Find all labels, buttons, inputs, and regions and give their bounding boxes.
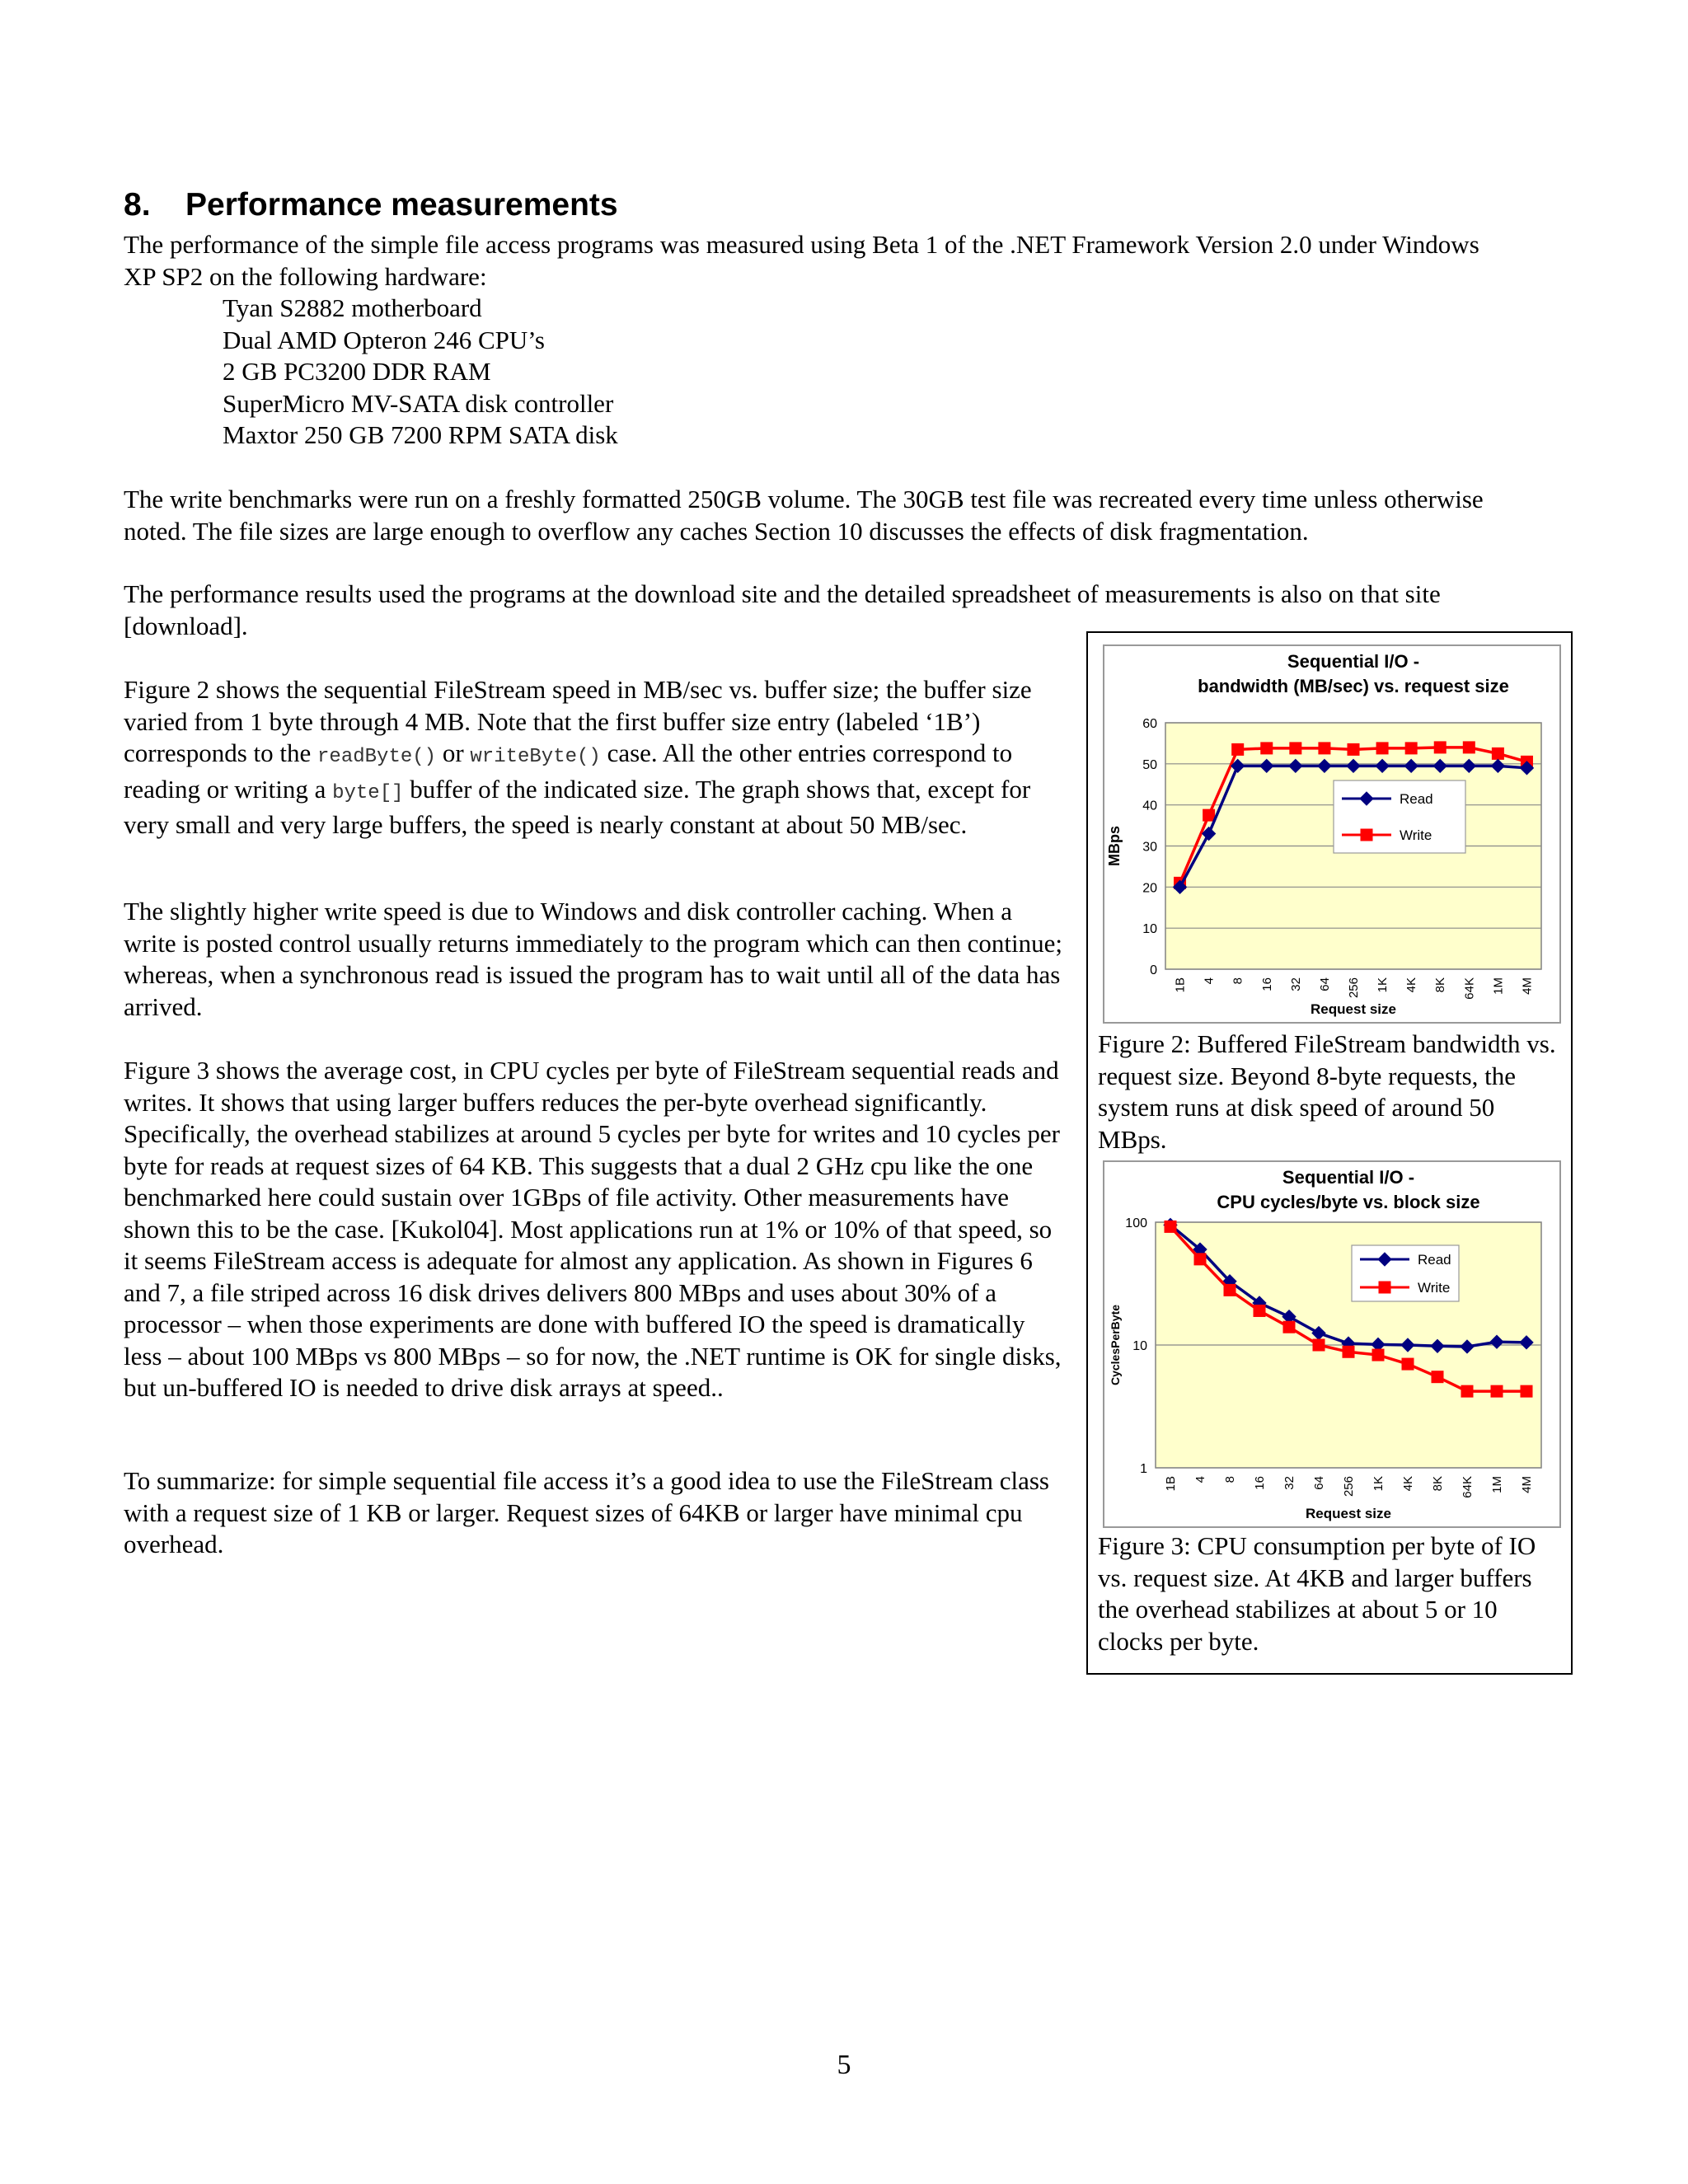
legend-label-read: Read: [1418, 1252, 1451, 1268]
hardware-item: Dual AMD Opteron 246 CPU’s: [223, 325, 545, 354]
legend-label-read: Read: [1400, 791, 1433, 807]
hardware-item: Maxtor 250 GB 7200 RPM SATA disk: [223, 420, 618, 449]
figure2-text-part: Figure 2 shows the sequential FileStream speed in MB/sec vs. buffer size; the buffer size varied from 1 byte through 4 MB. Note that the first buffer size entry (labeled ‘1B’) corresponds to the: [124, 675, 1032, 767]
data-point-write: [1402, 1358, 1414, 1370]
x-tick-label: 8K: [1431, 1476, 1445, 1492]
x-tick-label: 8K: [1433, 977, 1448, 993]
x-tick-label: 16: [1253, 1476, 1267, 1490]
x-tick-label: 64: [1317, 977, 1332, 991]
data-point-write: [1491, 1385, 1503, 1397]
x-tick-label: 1K: [1376, 977, 1390, 993]
x-tick-label: 32: [1288, 977, 1303, 991]
data-point-write: [1290, 743, 1301, 754]
data-point-write: [1463, 742, 1475, 753]
writebyte-code: writeByte(): [470, 746, 601, 768]
data-point-write: [1203, 809, 1215, 821]
figure2-caption: Figure 2: Buffered FileStream bandwidth vs. request size. Beyond 8-byte requests, the system runs at disk speed of around 50 MBps.: [1098, 1029, 1556, 1154]
data-point-write: [1319, 743, 1330, 754]
readbyte-code: readByte(): [317, 746, 437, 768]
x-tick-label: 64K: [1461, 1476, 1475, 1498]
figure3-chart-svg: [1103, 1160, 1561, 1528]
legend-marker-write: [1361, 829, 1372, 841]
figure3-caption: Figure 3: CPU consumption per byte of IO vs. request size. At 4KB and larger buffers the overhead stabilizes at about 5 or 10 clocks per byte.: [1098, 1531, 1536, 1656]
byte-array-code: byte[]: [332, 781, 404, 804]
hardware-item: 2 GB PC3200 DDR RAM: [223, 357, 491, 386]
figure3-cpu-chart: [1103, 1160, 1561, 1528]
results-paragraph: The performance results used the programs at the download site and the detailed spreadsheet of measurements is also on that site [download].: [124, 579, 1441, 640]
page-number: 5: [837, 2050, 851, 2080]
data-point-write: [1372, 1349, 1384, 1361]
x-tick-label: 256: [1342, 1476, 1356, 1497]
x-tick-label: 32: [1282, 1476, 1296, 1490]
x-tick-label: 4M: [1520, 977, 1535, 995]
data-point-write: [1254, 1305, 1265, 1316]
x-tick-label: 16: [1259, 977, 1274, 991]
y-tick-label: 10: [1142, 922, 1157, 937]
figure2-text-part: or: [436, 738, 471, 767]
data-point-write: [1343, 1346, 1354, 1357]
x-tick-label: 4K: [1404, 977, 1419, 993]
x-tick-label: 1M: [1490, 1476, 1504, 1493]
figure2-text-part: buffer of the indicated size. The graph shows that, except for very small and very large buffers, the speed is nearly constant at about 50 MB/sec.: [124, 774, 1031, 839]
data-point-write: [1432, 1371, 1443, 1383]
y-tick-label: 50: [1142, 757, 1157, 772]
x-tick-label: 4: [1202, 977, 1217, 985]
data-point-write: [1405, 743, 1417, 754]
summary-paragraph: To summarize: for simple sequential file access it’s a good idea to use the FileStream class with a request size of 1 KB or larger. Request sizes of 64KB or larger have minimal cpu overhead.: [124, 1466, 1049, 1558]
x-tick-label: 8: [1223, 1476, 1237, 1483]
data-point-write: [1232, 743, 1244, 755]
x-tick-label: 64: [1312, 1476, 1326, 1490]
y-tick-label: 10: [1132, 1339, 1147, 1353]
x-tick-label: 4M: [1520, 1476, 1534, 1493]
chart-title: Sequential I/O -: [1282, 1167, 1415, 1188]
hardware-item: SuperMicro MV-SATA disk controller: [223, 388, 614, 418]
data-point-write: [1376, 743, 1388, 754]
y-tick-label: 60: [1142, 717, 1157, 731]
figure2-chart-svg: [1103, 644, 1561, 1024]
y-tick-label: 40: [1142, 799, 1157, 813]
data-point-write: [1434, 742, 1446, 753]
y-axis-label: CyclesPerByte: [1109, 1304, 1122, 1386]
legend-label-write: Write: [1418, 1280, 1451, 1296]
x-tick-label: 4K: [1401, 1476, 1415, 1492]
legend-marker-write: [1379, 1282, 1390, 1293]
write-benchmark-paragraph: The write benchmarks were run on a freshly formatted 250GB volume. The 30GB test file was recreated every time unless otherwise noted. The file sizes are large enough to overflow any caches Section 10 discusses the effects of disk fragmentation.: [124, 485, 1484, 546]
data-point-write: [1492, 748, 1503, 759]
figure2-paragraph: [124, 674, 1063, 841]
data-point-write: [1194, 1254, 1206, 1265]
section-number: 8.: [124, 187, 151, 223]
x-tick-label: 1M: [1491, 977, 1506, 995]
intro-paragraph: The performance of the simple file access programs was measured using Beta 1 of the .NET Framework Version 2.0 under Windows XP SP2 on the following hardware:: [124, 230, 1479, 291]
data-point-write: [1283, 1321, 1295, 1333]
figure3-paragraph: Figure 3 shows the average cost, in CPU cycles per byte of FileStream sequential reads and writes. It shows that using larger buffers reduces the per-byte overhead significantly. Specifically, the overhead stabilizes at around 5 cycles per byte for writes and 10 cycles per byte for reads at request sizes of 64 KB. This suggests that a dual 2 GHz cpu like the one benchmarked here could sustain over 1GBps of file activity. Other measurements have shown this to be the case. [Kukol04]. Most applications run at 1% or 10% of that speed, so it seems FileStream access is adequate for almost any application. As shown in Figures 6 and 7, a file striped across 16 disk drives delivers 800 MBps and uses about 30% of a processor – when those experiments are done with buffered IO the speed is dramatically less – about 100 MBps vs 800 MBps – so for now, the .NET runtime is OK for single disks, but un-buffered IO is needed to drive disk arrays at speed..: [124, 1056, 1062, 1402]
data-point-write: [1261, 743, 1273, 754]
data-point-write: [1224, 1284, 1236, 1296]
x-axis-label: Request size: [1311, 1001, 1396, 1017]
x-tick-label: 4: [1193, 1476, 1207, 1483]
data-point-write: [1348, 743, 1359, 755]
x-tick-label: 256: [1347, 977, 1361, 999]
chart-subtitle: CPU cycles/byte vs. block size: [1217, 1192, 1480, 1212]
data-point-write: [1165, 1221, 1176, 1232]
figure2-text-part: case. All the other entries correspond to reading or writing a: [124, 738, 1013, 804]
y-tick-label: 20: [1142, 881, 1157, 896]
data-point-write: [1521, 1385, 1532, 1397]
chart-title: Sequential I/O -: [1287, 651, 1420, 672]
caching-paragraph: The slightly higher write speed is due to Windows and disk controller caching. When a write is posted control usually returns immediately to the program which can then continue; whereas, when a synchronous read is issued the program has to wait until all of the data has arrived.: [124, 897, 1062, 1021]
x-tick-label: 64K: [1462, 977, 1477, 1000]
chart-subtitle: bandwidth (MB/sec) vs. request size: [1198, 676, 1509, 696]
y-tick-label: 0: [1150, 963, 1157, 977]
section-title: Performance measurements: [185, 187, 618, 223]
legend-label-write: Write: [1400, 827, 1432, 843]
y-axis-label: MBps: [1106, 826, 1123, 866]
figure2-bandwidth-chart: [1103, 644, 1561, 1024]
y-tick-label: 30: [1142, 840, 1157, 855]
section-heading: [124, 185, 618, 226]
y-tick-label: 100: [1125, 1216, 1147, 1230]
hardware-list: [223, 293, 618, 452]
data-point-write: [1461, 1385, 1473, 1397]
x-tick-label: 8: [1231, 977, 1245, 985]
hardware-item: Tyan S2882 motherboard: [223, 293, 482, 322]
y-tick-label: 1: [1140, 1462, 1147, 1476]
data-point-write: [1313, 1339, 1325, 1351]
x-axis-label: Request size: [1306, 1506, 1391, 1521]
x-tick-label: 1K: [1372, 1476, 1386, 1492]
x-tick-label: 1B: [1164, 1476, 1178, 1492]
x-tick-label: 1B: [1173, 977, 1188, 993]
